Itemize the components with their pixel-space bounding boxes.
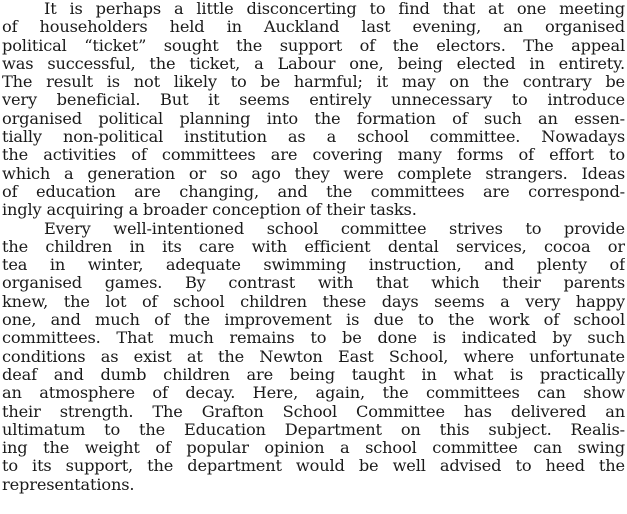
text-line: tea in winter, adequate swimming instruction, and plenty of — [2, 256, 625, 275]
text-line: was successful, the ticket, a Labour one, being elected in entirety. — [2, 54, 625, 73]
paragraph-1 — [2, 0, 625, 220]
text-line: deaf and dumb children are being taught in what is practically — [2, 365, 625, 384]
text-line: knew, the lot of school children these days seems a very happy — [2, 292, 625, 311]
text-line: It is perhaps a little disconcerting to find that at one meeting — [44, 0, 625, 18]
text-line: committees. That much remains to be done is indicated by such — [2, 329, 625, 348]
text-line: political “ticket” sought the support of the electors. The appeal — [2, 36, 625, 55]
text-line: of householders held in Auckland last evening, an organised — [2, 18, 625, 37]
text-line: representations. — [2, 475, 135, 494]
text-line: ingly acquiring a broader conception of their tasks. — [2, 201, 417, 220]
text-line: one, and much of the improvement is due to the work of school — [2, 311, 625, 330]
text-line: organised political planning into the formation of such an essen- — [2, 109, 625, 128]
text-line: organised games. By contrast with that which their parents — [2, 274, 625, 293]
paragraph-2 — [2, 220, 625, 494]
text-line: very beneficial. But it seems entirely unnecessary to introduce — [2, 91, 625, 110]
text-line: the activities of committees are covering many forms of effort to — [2, 146, 625, 165]
text-line: an atmosphere of decay. Here, again, the committees can show — [2, 384, 625, 403]
text-line: which a generation or so ago they were complete strangers. Ideas — [2, 164, 625, 183]
text-line: their strength. The Grafton School Committee has delivered an — [2, 402, 625, 421]
text-line: Every well-intentioned school committee strives to provide — [44, 219, 625, 238]
text-line: of education are changing, and the committees are correspond- — [2, 182, 625, 201]
text-line: ultimatum to the Education Department on this subject. Realis- — [2, 420, 625, 439]
text-line: The result is not likely to be harmful; it may on the contrary be — [2, 73, 625, 92]
text-line: conditions as exist at the Newton East School, where unfortunate — [2, 347, 625, 366]
text-line: the children in its care with efficient dental services, cocoa or — [2, 237, 625, 256]
text-line: ing the weight of popular opinion a school committee can swing — [2, 439, 625, 458]
text-line: tially non-political institution as a school committee. Nowadays — [2, 128, 625, 147]
text-line: to its support, the department would be well advised to heed the — [2, 457, 625, 476]
